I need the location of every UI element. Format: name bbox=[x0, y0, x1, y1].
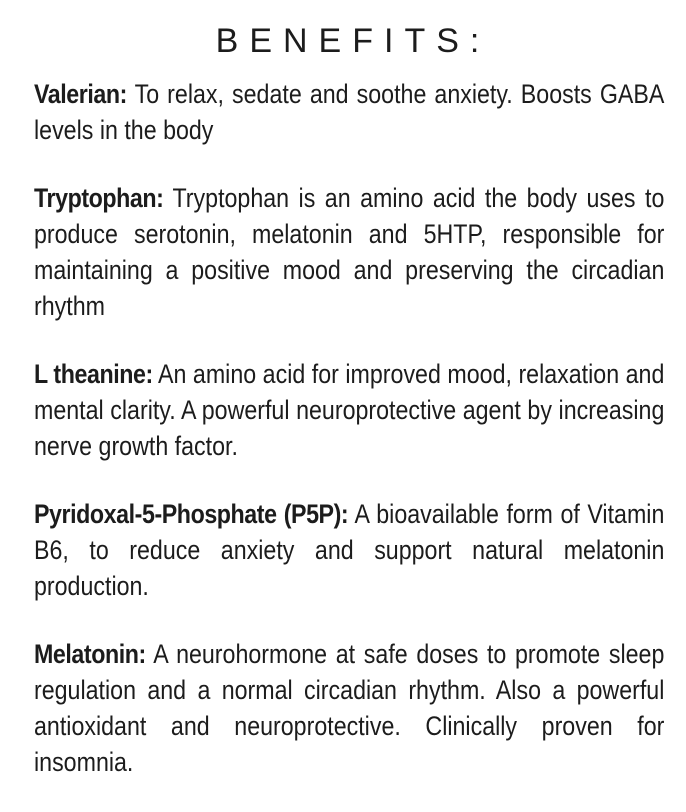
benefit-description: A bioavailable form of Vitamin B6, to reduce anxiety and support natural melatonin production. bbox=[34, 499, 665, 601]
page-title: BENEFITS: bbox=[215, 22, 491, 60]
benefit-description: To relax, sedate and soothe anxiety. Boosts GABA levels in the body bbox=[34, 79, 665, 145]
benefit-name: Valerian: bbox=[34, 79, 127, 109]
benefit-valerian bbox=[34, 76, 664, 148]
benefit-name: L theanine: bbox=[34, 359, 153, 389]
benefit-p5p bbox=[34, 496, 664, 604]
benefit-tryptophan bbox=[34, 180, 664, 324]
benefit-melatonin bbox=[34, 636, 664, 780]
benefit-description: Tryptophan is an amino acid the body uses to produce serotonin, melatonin and 5HTP, responsible for maintaining a positive mood and preserving the circadian rhythm bbox=[34, 183, 665, 321]
benefit-name: Melatonin: bbox=[34, 639, 146, 669]
benefit-l-theanine bbox=[34, 356, 664, 464]
benefit-name: Pyridoxal-5-Phosphate (P5P): bbox=[34, 499, 349, 529]
benefit-description: A neurohormone at safe doses to promote sleep regulation and a normal circadian rhythm. Also a powerful antioxidant and neuroprotective. Clinically proven for insomnia. bbox=[34, 639, 665, 777]
benefit-description: An amino acid for improved mood, relaxation and mental clarity. A powerful neuroprotective agent by increasing nerve growth factor. bbox=[34, 359, 665, 461]
benefit-name: Tryptophan: bbox=[34, 183, 164, 213]
benefits-panel bbox=[34, 18, 664, 812]
